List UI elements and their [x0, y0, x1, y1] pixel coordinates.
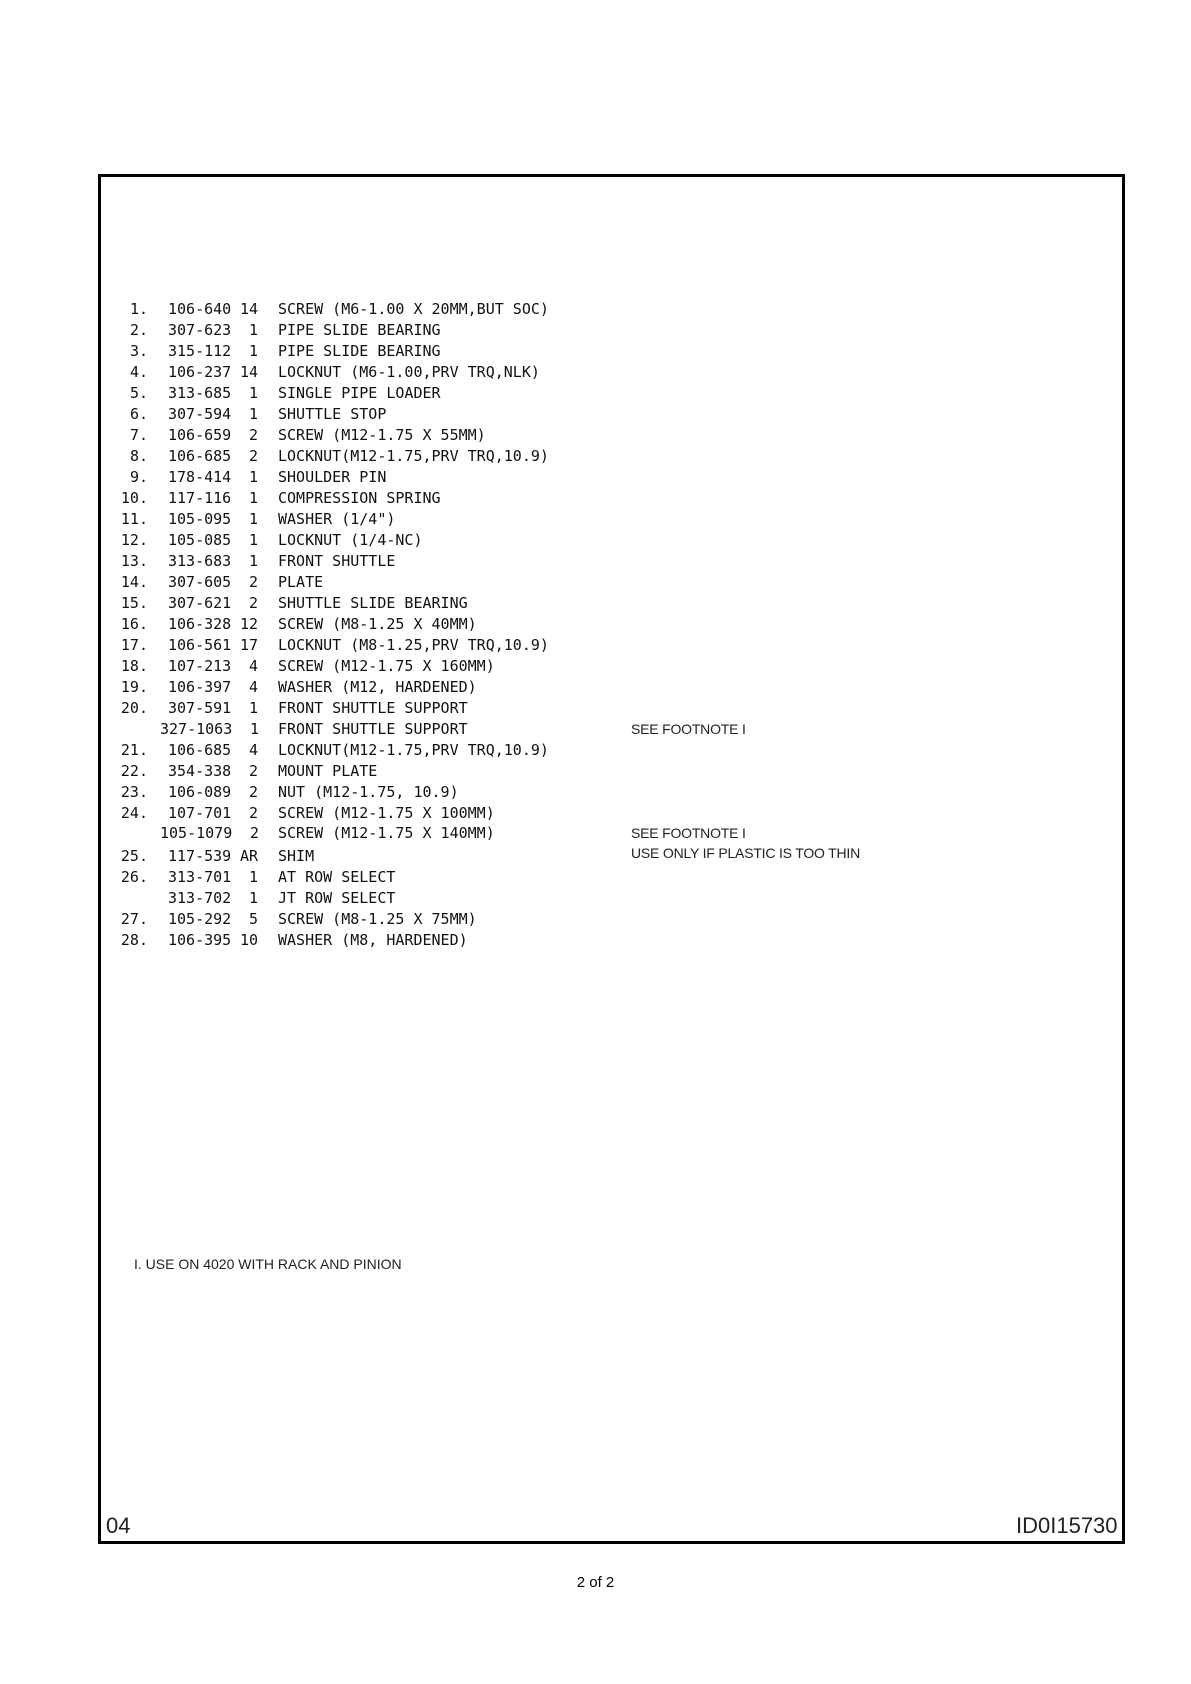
item-number: 18. [120, 657, 148, 675]
part-row [0, 531, 1191, 551]
part-row [0, 363, 1191, 383]
part-row [0, 510, 1191, 530]
part-number: 313-683 [168, 552, 232, 570]
part-row [0, 552, 1191, 572]
part-row [0, 342, 1191, 362]
part-description: SCREW (M8-1.25 X 75MM) [278, 910, 477, 928]
quantity: 1 [249, 889, 259, 907]
item-number: 5. [129, 384, 148, 402]
quantity: 10 [240, 931, 259, 949]
part-description: LOCKNUT(M12-1.75,PRV TRQ,10.9) [278, 447, 549, 465]
part-description: SCREW (M6-1.00 X 20MM,BUT SOC) [278, 300, 549, 318]
quantity: 1 [249, 384, 259, 402]
part-description: COMPRESSION SPRING [278, 489, 441, 507]
item-number: 26. [120, 868, 148, 886]
item-number: 21. [120, 741, 148, 759]
part-row [0, 300, 1191, 320]
quantity: 4 [249, 657, 259, 675]
part-row [0, 573, 1191, 593]
part-number: 307-605 [168, 573, 232, 591]
part-description: SCREW (M12-1.75 X 160MM) [278, 657, 495, 675]
quantity: 1 [249, 405, 259, 423]
part-number: 315-112 [168, 342, 232, 360]
part-number: 117-539 [168, 847, 232, 865]
part-description: SHOULDER PIN [278, 468, 387, 486]
part-number: 307-594 [168, 405, 232, 423]
quantity: 1 [249, 489, 259, 507]
part-row [0, 762, 1191, 782]
part-number: 107-213 [168, 657, 232, 675]
part-number: 106-561 [168, 636, 232, 654]
item-number: 25. [120, 847, 148, 865]
part-row [0, 468, 1191, 488]
page-number: 2 of 2 [576, 1574, 615, 1591]
item-number: 12. [120, 531, 148, 549]
part-number: 106-659 [168, 426, 232, 444]
quantity: 4 [249, 741, 259, 759]
item-number: 20. [120, 699, 148, 717]
part-description: FRONT SHUTTLE [278, 552, 396, 570]
quantity: 5 [249, 910, 259, 928]
part-row [0, 868, 1191, 888]
part-description: PLATE [278, 573, 324, 591]
quantity: 1 [249, 552, 259, 570]
item-number: 28. [120, 931, 148, 949]
part-number: 106-685 [168, 447, 232, 465]
quantity: 1 [249, 868, 259, 886]
part-row [0, 847, 1191, 867]
part-number: 106-328 [168, 615, 232, 633]
footnote-reference: SEE FOOTNOTE I [631, 721, 746, 737]
item-number: 3. [129, 342, 148, 360]
part-number: 106-089 [168, 783, 232, 801]
part-number: 106-685 [168, 741, 232, 759]
part-row [0, 804, 1191, 824]
item-number: 6. [129, 405, 148, 423]
quantity: 2 [249, 594, 259, 612]
part-description: MOUNT PLATE [278, 762, 378, 780]
item-number: 13. [120, 552, 148, 570]
part-description: FRONT SHUTTLE SUPPORT [278, 699, 468, 717]
part-row [0, 594, 1191, 614]
quantity: 2 [249, 573, 259, 591]
part-row [0, 384, 1191, 404]
part-description: PIPE SLIDE BEARING [278, 342, 441, 360]
part-number: 307-623 [168, 321, 232, 339]
part-row [0, 636, 1191, 656]
part-row [0, 720, 1191, 740]
part-description: SHUTTLE STOP [278, 405, 387, 423]
item-number: 19. [120, 678, 148, 696]
quantity: 14 [240, 300, 259, 318]
part-number: 354-338 [168, 762, 232, 780]
part-number: 105-1079 [160, 824, 233, 842]
part-row [0, 405, 1191, 425]
item-number: 11. [120, 510, 148, 528]
quantity: 2 [250, 824, 260, 842]
item-number: 10. [120, 489, 148, 507]
part-row [0, 824, 1191, 844]
quantity: 12 [240, 615, 259, 633]
part-description: SCREW (M8-1.25 X 40MM) [278, 615, 477, 633]
part-row [0, 931, 1191, 951]
item-number: 9. [129, 468, 148, 486]
part-description: WASHER (M12, HARDENED) [278, 678, 477, 696]
part-description: LOCKNUT (M8-1.25,PRV TRQ,10.9) [278, 636, 549, 654]
part-number: 107-701 [168, 804, 232, 822]
part-row [0, 889, 1191, 909]
part-number: 106-395 [168, 931, 232, 949]
quantity: AR [240, 847, 259, 865]
item-number: 16. [120, 615, 148, 633]
quantity: 1 [249, 510, 259, 528]
part-description: LOCKNUT (1/4-NC) [278, 531, 423, 549]
part-row [0, 615, 1191, 635]
quantity: 14 [240, 363, 259, 381]
part-number: 313-701 [168, 868, 232, 886]
quantity: 2 [249, 426, 259, 444]
item-number: 14. [120, 573, 148, 591]
part-description: JT ROW SELECT [278, 889, 396, 907]
part-row [0, 910, 1191, 930]
part-row [0, 678, 1191, 698]
part-number: 313-685 [168, 384, 232, 402]
quantity: 1 [249, 342, 259, 360]
part-description: SCREW (M12-1.75 X 140MM) [278, 824, 495, 842]
part-number: 313-702 [168, 889, 232, 907]
part-description: NUT (M12-1.75, 10.9) [278, 783, 459, 801]
item-number: 8. [129, 447, 148, 465]
part-row [0, 699, 1191, 719]
item-number: 27. [120, 910, 148, 928]
part-number: 178-414 [168, 468, 232, 486]
item-number: 22. [120, 762, 148, 780]
item-number: 4. [129, 363, 148, 381]
part-number: 106-640 [168, 300, 232, 318]
revision-number: 04 [106, 1513, 131, 1538]
quantity: 2 [249, 804, 259, 822]
item-number: 17. [120, 636, 148, 654]
quantity: 1 [249, 699, 259, 717]
part-description: LOCKNUT (M6-1.00,PRV TRQ,NLK) [278, 363, 540, 381]
part-number: 106-397 [168, 678, 232, 696]
part-row [0, 489, 1191, 509]
item-number: 7. [129, 426, 148, 444]
quantity: 1 [250, 720, 260, 738]
quantity: 4 [249, 678, 259, 696]
part-description: FRONT SHUTTLE SUPPORT [278, 720, 468, 738]
part-row [0, 321, 1191, 341]
part-description: AT ROW SELECT [278, 868, 396, 886]
quantity: 1 [249, 321, 259, 339]
part-row [0, 426, 1191, 446]
part-description: SHUTTLE SLIDE BEARING [278, 594, 468, 612]
item-number: 15. [120, 594, 148, 612]
quantity: 2 [249, 762, 259, 780]
part-row [0, 447, 1191, 467]
part-number: 307-621 [168, 594, 232, 612]
part-description: PIPE SLIDE BEARING [278, 321, 441, 339]
part-description: SINGLE PIPE LOADER [278, 384, 441, 402]
part-number: 117-116 [168, 489, 232, 507]
part-description: SCREW (M12-1.75 X 55MM) [278, 426, 486, 444]
quantity: 1 [249, 468, 259, 486]
item-number: 23. [120, 783, 148, 801]
item-number: 24. [120, 804, 148, 822]
part-number: 106-237 [168, 363, 232, 381]
item-number: 2. [129, 321, 148, 339]
quantity: 17 [240, 636, 259, 654]
part-description: SCREW (M12-1.75 X 100MM) [278, 804, 495, 822]
part-number: 307-591 [168, 699, 232, 717]
part-row [0, 741, 1191, 761]
part-description: WASHER (1/4") [278, 510, 396, 528]
quantity: 2 [249, 447, 259, 465]
part-description: LOCKNUT(M12-1.75,PRV TRQ,10.9) [278, 741, 549, 759]
part-description: WASHER (M8, HARDENED) [278, 931, 468, 949]
drawing-id: ID0I15730 [1016, 1513, 1118, 1538]
part-row [0, 657, 1191, 677]
part-number: 105-292 [168, 910, 232, 928]
item-number: 1. [129, 300, 148, 318]
quantity: 1 [249, 531, 259, 549]
quantity: 2 [249, 783, 259, 801]
part-row [0, 783, 1191, 803]
usage-note: USE ONLY IF PLASTIC IS TOO THIN [631, 845, 861, 861]
part-number: 105-085 [168, 531, 232, 549]
footnote-reference: SEE FOOTNOTE I [631, 825, 746, 841]
footnote: I. USE ON 4020 WITH RACK AND PINION [134, 1256, 402, 1272]
part-number: 327-1063 [160, 720, 233, 738]
part-number: 105-095 [168, 510, 232, 528]
part-description: SHIM [278, 847, 315, 865]
